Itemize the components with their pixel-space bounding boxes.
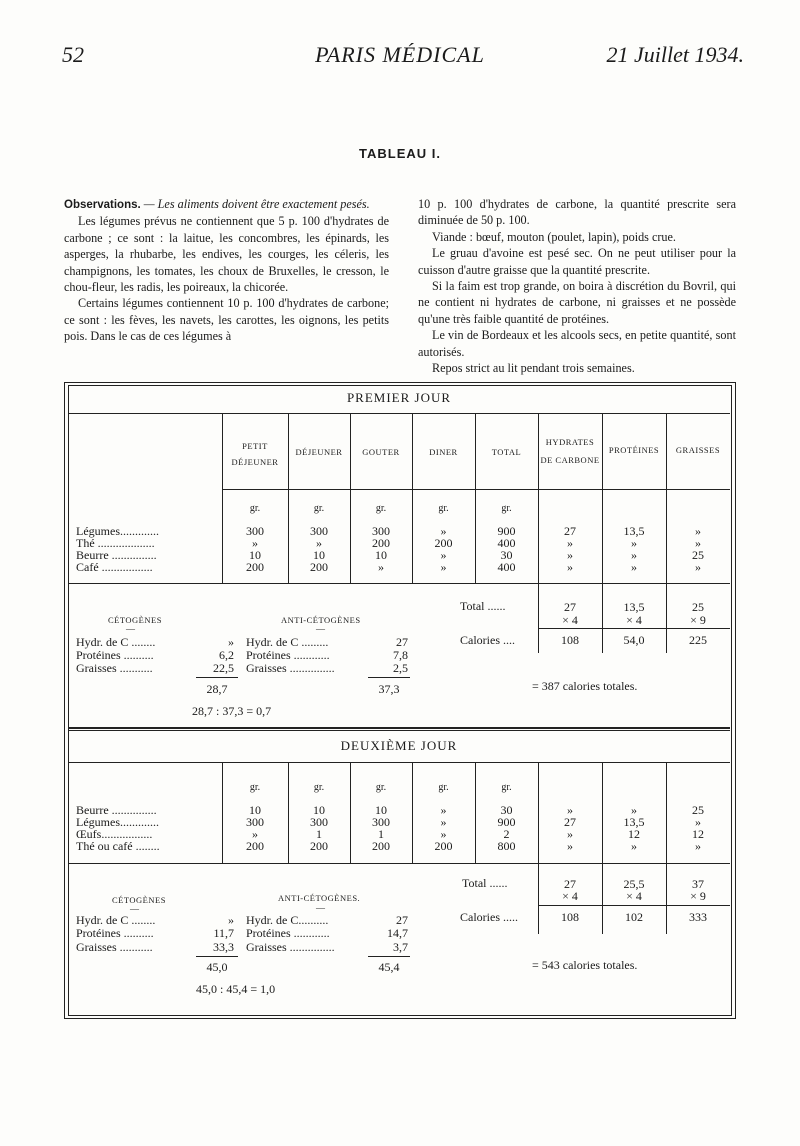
day1-title: PREMIER JOUR [346, 390, 452, 405]
day2-cetogenes-sum: 45,0 [206, 960, 228, 974]
table-cell: » [631, 536, 637, 550]
unit-label: gr. [501, 503, 512, 514]
day1-total-graisses: 25 [692, 600, 704, 614]
observations-intro [64, 196, 389, 213]
table-cell: » [440, 815, 447, 829]
divider [68, 583, 730, 584]
cetogene-label: Hydr. de C ........ [76, 913, 156, 927]
day1-calories: 225 [689, 633, 707, 647]
table-cell: 30 [500, 803, 513, 817]
col-header-total: TOTAL [491, 447, 522, 457]
col-header-petit: PETIT [242, 441, 268, 451]
table-cell: 300 [246, 524, 264, 538]
table-cell: 27 [564, 524, 576, 538]
table-title: TABLEAU I. [359, 146, 441, 161]
col-header-dejeuner: DÉJEUNER [295, 447, 343, 457]
day2-calories: 108 [561, 910, 579, 924]
day2-calories-label: Calories ..... [460, 910, 518, 924]
table-cell: 10 [313, 548, 325, 562]
table-cell: 1 [378, 827, 384, 841]
table-cell: » [695, 815, 701, 829]
table-cell: 300 [372, 815, 390, 829]
divider [68, 727, 730, 729]
day2-factor: × 4 [562, 889, 578, 903]
day1-total-calories: = 387 calories totales. [532, 679, 638, 693]
cetogene-value: » [228, 913, 234, 927]
table-cell: » [316, 536, 322, 550]
day1-factor: × 4 [626, 613, 642, 627]
table-cell: 200 [372, 839, 390, 853]
food-label: Œufs................. [76, 827, 153, 841]
anti-value: 7,8 [393, 648, 408, 662]
col-header-diner: DINER [429, 447, 458, 457]
table-cell: » [440, 827, 447, 841]
table-cell: » [440, 548, 447, 562]
day1-factor: × 4 [562, 613, 578, 627]
table-cell: 10 [249, 548, 261, 562]
table-cell: 10 [375, 548, 387, 562]
table-cell: » [695, 536, 701, 550]
table-cell: 30 [500, 548, 513, 562]
table-cell: 27 [564, 815, 576, 829]
cetogene-value: 22,5 [213, 661, 234, 675]
table-cell: 10 [313, 803, 325, 817]
table-cell: 13,5 [623, 524, 645, 538]
table-cell: » [252, 827, 258, 841]
day2-calories: 102 [625, 910, 643, 924]
table-cell: » [378, 560, 384, 574]
anti-value: 27 [396, 635, 408, 649]
table-cell: » [631, 548, 637, 562]
day2-title: DEUXIÈME JOUR [340, 738, 458, 753]
day2-calories: 333 [689, 910, 707, 924]
unit-label: gr. [438, 503, 449, 514]
table-cell: 25 [692, 803, 704, 817]
unit-label: gr. [438, 782, 449, 793]
table-cell: 25 [692, 548, 704, 562]
cetogene-value: 6,2 [219, 648, 234, 662]
paragraph: 10 p. 100 d'hydrates de carbone, la quantité prescrite sera diminuée de 50 p. 100. [418, 197, 736, 228]
table-cell: 200 [310, 560, 328, 574]
anti-value: 14,7 [387, 926, 408, 940]
table-cell: 800 [497, 839, 516, 853]
table-cell: » [440, 560, 447, 574]
paragraph: Viande : bœuf, mouton (poulet, lapin), poids crue. [432, 229, 676, 244]
table-cell: 300 [246, 815, 264, 829]
table-cell: » [631, 803, 637, 817]
divider [222, 489, 730, 490]
food-label: Légumes............. [76, 524, 159, 538]
anti-label: Protéines ............ [246, 648, 330, 662]
col-header-graisses: GRAISSES [675, 445, 721, 455]
table-cell: 900 [497, 524, 516, 538]
cetogene-label: Graisses ........... [76, 661, 153, 675]
paragraph: Le gruau d'avoine est pesé sec. On ne peut utiliser pour la cuisson d'autre graisse que la quantité prescrite. [418, 246, 736, 277]
table-cell: » [567, 803, 573, 817]
cetogene-value: 33,3 [213, 940, 234, 954]
table-cell: » [695, 839, 701, 853]
food-label: Beurre ............... [76, 548, 157, 562]
cetogene-label: Protéines .......... [76, 648, 154, 662]
paragraph: Si la faim est trop grande, on boira à discrétion du Bovril, qui ne contient ni hydrates de carbone, ni graisses et ne possède qu'une très faible quantité de protéines. [418, 279, 736, 326]
day1-calories: 108 [561, 633, 579, 647]
observations-label: Observations. [64, 199, 141, 211]
table-cell: » [567, 560, 573, 574]
unit-label: gr. [375, 503, 387, 514]
table-cell: » [695, 524, 701, 538]
divider [538, 628, 730, 629]
day2-total-label: Total ...... [462, 876, 508, 890]
cetogene-value: » [228, 635, 234, 649]
col-header-proteines: PROTÉINES [608, 445, 660, 455]
dash: — [316, 903, 325, 913]
anti-label: Graisses ............... [246, 940, 335, 954]
unit-label: gr. [313, 503, 325, 514]
day2-ratio: 45,0 : 45,4 = 1,0 [196, 982, 276, 996]
observations-left-column [64, 196, 389, 345]
divider [68, 863, 730, 864]
unit-label: gr. [375, 782, 387, 793]
day1-calories-label: Calories .... [460, 633, 515, 647]
cetogene-label: Hydr. de C ........ [76, 635, 156, 649]
anti-value: 27 [396, 913, 408, 927]
day2-anti-sum: 45,4 [378, 960, 400, 974]
paragraph: Les légumes prévus ne contiennent que 5 p. 100 d'hydrates de carbone ; ce sont : la laitue, les concombres, les épinards, les asperges, la rhubarbe, les endives, les courges, les céleris, les champignons, les tomates, les choux de Bruxelles, le cresson, le chou-fleur, les radis, les poireaux, la chicorée. [64, 214, 389, 295]
anti-label: Graisses ............... [246, 661, 335, 675]
col-header-gouter: GOUTER [362, 447, 400, 457]
col-header-petit-dejeuner: DÉJEUNER [231, 457, 279, 467]
anti-label: Hydr. de C ......... [246, 635, 329, 649]
anti-label: Hydr. de C.......... [246, 913, 329, 927]
observations-right-column [418, 196, 736, 376]
table-cell: » [440, 524, 447, 538]
cetogene-value: 11,7 [213, 926, 234, 940]
table-cell: 900 [497, 815, 516, 829]
day2-total-hydrates: 27 [564, 877, 576, 891]
table-cell: 300 [310, 815, 328, 829]
table-cell: 200 [246, 839, 264, 853]
day1-ratio: 28,7 : 37,3 = 0,7 [192, 704, 272, 718]
table-cell: 200 [434, 839, 453, 853]
table-cell: 300 [372, 524, 390, 538]
table-cell: 2 [503, 827, 510, 841]
day2-factor: × 4 [626, 889, 642, 903]
day2-total-graisses: 37 [692, 877, 704, 891]
day2-total-calories: = 543 calories totales. [532, 958, 638, 972]
cetogene-label: Graisses ........... [76, 940, 153, 954]
divider [68, 762, 730, 763]
table-cell: 200 [310, 839, 328, 853]
table-cell: 12 [628, 827, 640, 841]
table-cell: 200 [246, 560, 264, 574]
table-cell: » [567, 548, 573, 562]
food-label: Café ................. [76, 560, 153, 574]
unit-label: gr. [313, 782, 325, 793]
table-cell: 200 [434, 536, 453, 550]
unit-label: gr. [249, 782, 261, 793]
day2-total-proteines: 25,5 [623, 877, 645, 891]
table-cell: » [631, 839, 637, 853]
journal-title: PARIS MÉDICAL [315, 42, 485, 67]
sum-rule [196, 956, 238, 957]
day1-factor: × 9 [690, 613, 706, 627]
page-number: 52 [62, 42, 84, 67]
table-cell: » [440, 803, 447, 817]
day1-cetogenes-title: CÉTOGÈNES [108, 615, 162, 625]
day2-anti-title: ANTI-CÉTOGÈNES. [278, 893, 361, 903]
unit-label: gr. [501, 782, 512, 793]
table-cell: 13,5 [623, 815, 645, 829]
observations-intro-text: — Les aliments doivent être exactement pesés. [140, 197, 370, 211]
table-cell: 10 [375, 803, 387, 817]
divider [538, 905, 730, 906]
table-cell: 200 [372, 536, 390, 550]
table-cell: 400 [497, 536, 516, 550]
food-label: Légumes............. [76, 815, 159, 829]
dash: — [126, 624, 135, 634]
table-cell: » [567, 827, 573, 841]
sum-rule [368, 956, 410, 957]
dash: — [130, 904, 139, 914]
day2-cetogenes-title: CÉTOGÈNES [112, 895, 166, 905]
food-label: Beurre ............... [76, 803, 157, 817]
day1-total-proteines: 13,5 [623, 600, 645, 614]
day1-cetogenes-sum: 28,7 [206, 682, 228, 696]
paragraph: Le vin de Bordeaux et les alcools secs, en petite quantité, sont autorisés. [418, 328, 736, 359]
dash: — [316, 624, 325, 634]
col-header-de-carbone: DE CARBONE [540, 455, 600, 465]
day1-total-label: Total ...... [460, 599, 506, 613]
table-cell: 400 [497, 560, 516, 574]
table-cell: » [567, 536, 573, 550]
day1-total-hydrates: 27 [564, 600, 576, 614]
divider [68, 413, 730, 414]
day2-factor: × 9 [690, 889, 706, 903]
anti-value: 2,5 [393, 661, 408, 675]
sum-rule [196, 677, 238, 678]
anti-value: 3,7 [393, 940, 408, 954]
table-cell: » [567, 839, 573, 853]
table-cell: » [252, 536, 258, 550]
table-cell: 12 [692, 827, 704, 841]
running-header [0, 42, 800, 72]
col-header-hydrates: HYDRATES [545, 437, 595, 447]
paragraph: Repos strict au lit pendant trois semaines. [432, 361, 635, 376]
unit-label: gr. [249, 503, 261, 514]
cetogene-label: Protéines .......... [76, 926, 154, 940]
food-label: Thé ................... [76, 536, 155, 550]
paragraph: Certains légumes contiennent 10 p. 100 d'hydrates de carbone; ce sont : les fèves, les navets, les carottes, les oignons, les petits pois. Dans le cas de ces légumes à [64, 296, 389, 344]
sum-rule [368, 677, 410, 678]
table-cell: » [695, 560, 701, 574]
table-cell: 10 [249, 803, 261, 817]
table-cell: 1 [316, 827, 322, 841]
table-cell: 300 [310, 524, 328, 538]
food-label: Thé ou café ........ [76, 839, 160, 853]
anti-label: Protéines ............ [246, 926, 330, 940]
day1-calories: 54,0 [623, 633, 645, 647]
day1-anti-title: ANTI-CÉTOGÈNES [281, 615, 361, 625]
day1-anti-sum: 37,3 [378, 682, 400, 696]
issue-date: 21 Juillet 1934. [606, 42, 744, 67]
divider [68, 730, 730, 731]
table-cell: » [631, 560, 637, 574]
